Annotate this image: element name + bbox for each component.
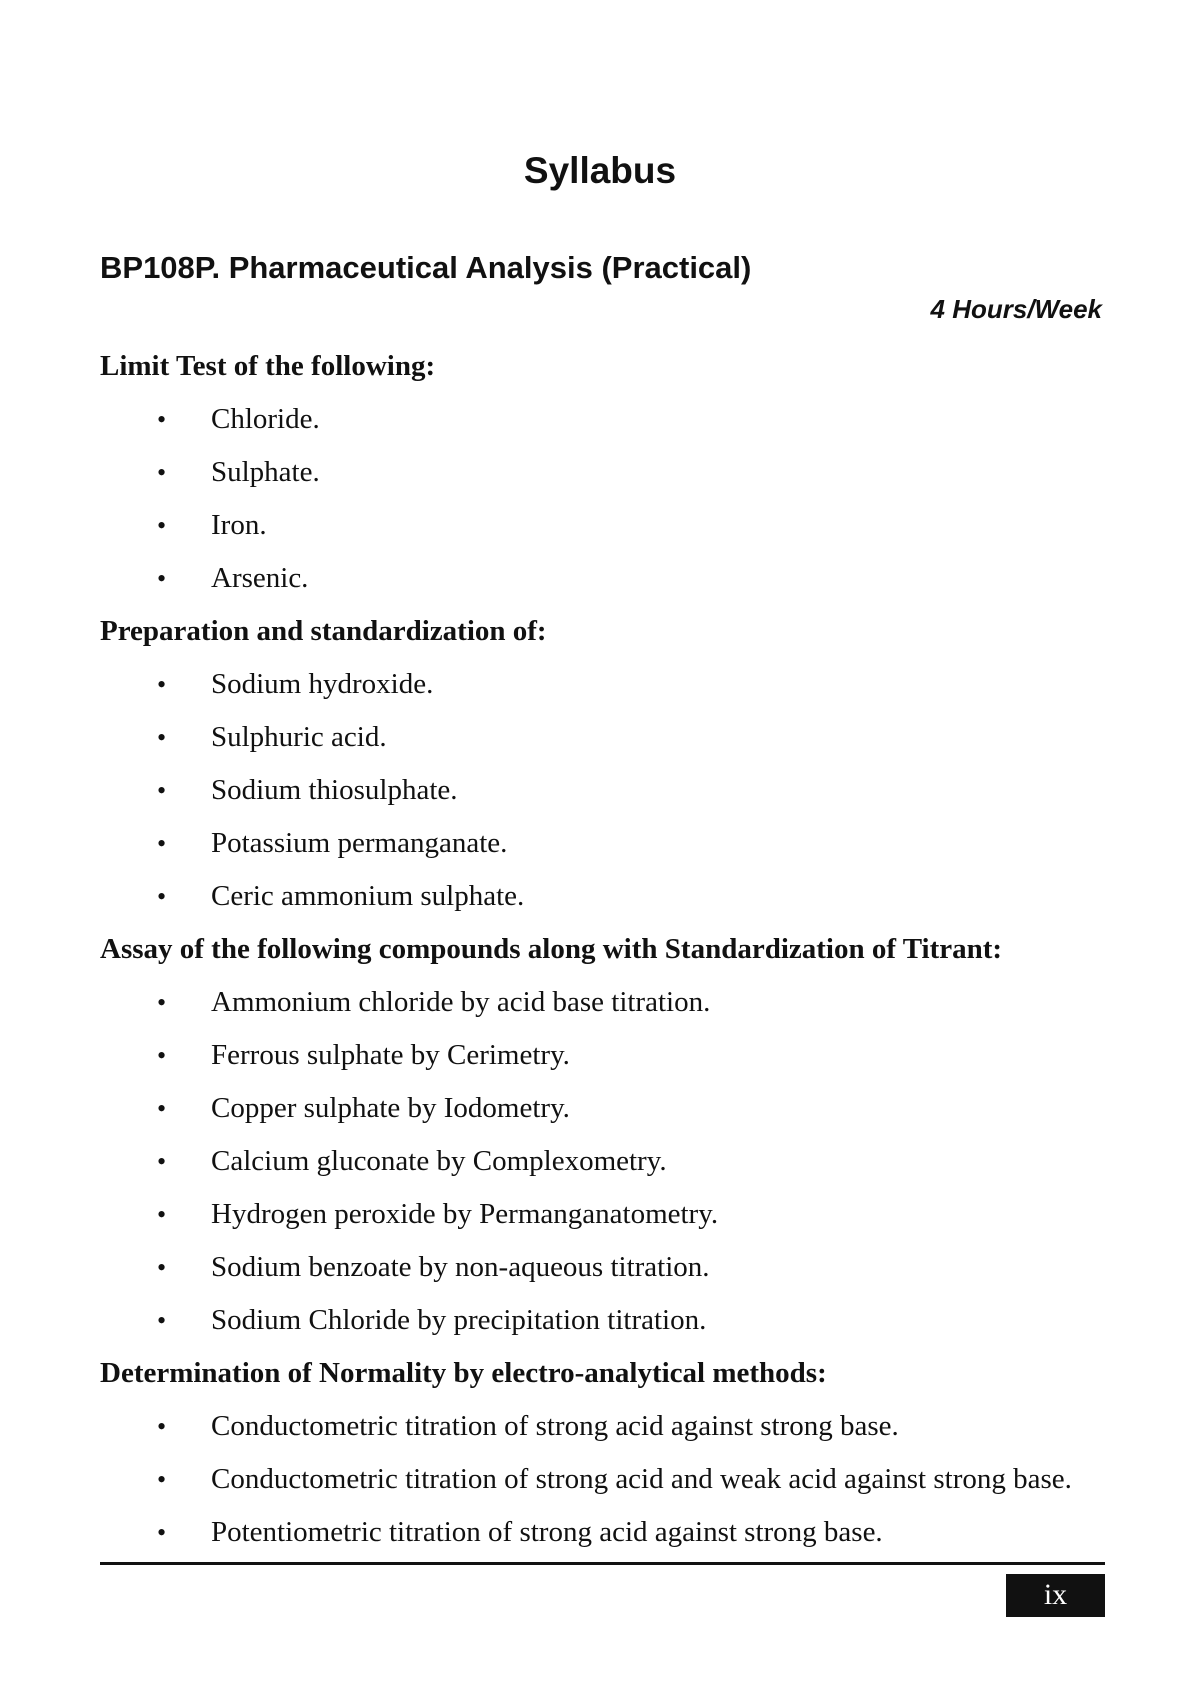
section-heading: Determination of Normality by electro-analytical methods:: [100, 1357, 827, 1389]
list-item: [100, 1188, 1110, 1241]
bullet-icon: •: [157, 1518, 167, 1547]
section-heading: Assay of the following compounds along with Standardization of Titrant:: [100, 933, 1003, 965]
section-heading: Limit Test of the following:: [100, 350, 436, 382]
list-item: [100, 1029, 1110, 1082]
section-limit-test: [100, 340, 1110, 605]
list-item: [100, 393, 1110, 446]
list-item: [100, 1294, 1110, 1347]
list-item-text: Hydrogen peroxide by Permanganatometry.: [211, 1198, 719, 1230]
list-item-text: Ceric ammonium sulphate.: [211, 880, 525, 912]
bullet-icon: •: [157, 988, 167, 1017]
list-item-text: Sodium benzoate by non-aqueous titration.: [211, 1251, 710, 1283]
list-item: [100, 552, 1110, 605]
bullet-icon: •: [157, 564, 167, 593]
list-item-text: Sulphate.: [211, 456, 320, 488]
hours-per-week: 4 Hours/Week: [930, 294, 1102, 324]
list-item: [100, 870, 1110, 923]
bullet-icon: •: [157, 882, 167, 911]
footer-divider: [100, 1562, 1105, 1565]
course-title: BP108P. Pharmaceutical Analysis (Practical): [100, 250, 752, 285]
bullet-icon: •: [157, 829, 167, 858]
list-item: [100, 446, 1110, 499]
list-item: [100, 1082, 1110, 1135]
list-item: [100, 1135, 1110, 1188]
bullet-icon: •: [157, 1253, 167, 1282]
bullet-icon: •: [157, 1412, 167, 1441]
list-item: [100, 1241, 1110, 1294]
page-number: ix: [1006, 1574, 1105, 1617]
list-item: [100, 1506, 1110, 1559]
list-item: [100, 499, 1110, 552]
section-heading: Preparation and standardization of:: [100, 615, 547, 647]
bullet-icon: •: [157, 776, 167, 805]
list-item: [100, 711, 1110, 764]
list-item: [100, 1453, 1110, 1506]
list-item-text: Ammonium chloride by acid base titration.: [211, 986, 711, 1018]
list-item-text: Potentiometric titration of strong acid against strong base.: [211, 1516, 883, 1548]
bullet-icon: •: [157, 458, 167, 487]
bullet-icon: •: [157, 1094, 167, 1123]
list-item-text: Sodium Chloride by precipitation titration.: [211, 1304, 707, 1336]
page-title: Syllabus: [523, 150, 677, 191]
list-item-text: Chloride.: [211, 403, 320, 435]
syllabus-content: [100, 340, 1110, 1559]
bullet-icon: •: [157, 1200, 167, 1229]
section-normality-determination: [100, 1347, 1110, 1559]
list-item-text: Sulphuric acid.: [211, 721, 387, 753]
list-item: [100, 658, 1110, 711]
bullet-icon: •: [157, 1465, 167, 1494]
list-item-text: Arsenic.: [211, 562, 309, 594]
bullet-icon: •: [157, 723, 167, 752]
list-item: [100, 1400, 1110, 1453]
list-item: [100, 764, 1110, 817]
list-item-text: Copper sulphate by Iodometry.: [211, 1092, 570, 1124]
list-item-text: Conductometric titration of strong acid and weak acid against strong base.: [211, 1463, 1072, 1495]
section-assay: [100, 923, 1110, 1347]
list-item-text: Sodium thiosulphate.: [211, 774, 458, 806]
bullet-icon: •: [157, 1147, 167, 1176]
section-preparation-standardization: [100, 605, 1110, 923]
bullet-icon: •: [157, 511, 167, 540]
bullet-icon: •: [157, 1306, 167, 1335]
list-item-text: Ferrous sulphate by Cerimetry.: [211, 1039, 570, 1071]
list-item: [100, 976, 1110, 1029]
list-item-text: Conductometric titration of strong acid against strong base.: [211, 1410, 899, 1442]
list-item-text: Iron.: [211, 509, 267, 541]
list-item-text: Potassium permanganate.: [211, 827, 508, 859]
list-item: [100, 817, 1110, 870]
bullet-icon: •: [157, 670, 167, 699]
list-item-text: Sodium hydroxide.: [211, 668, 434, 700]
bullet-icon: •: [157, 405, 167, 434]
bullet-icon: •: [157, 1041, 167, 1070]
list-item-text: Calcium gluconate by Complexometry.: [211, 1145, 667, 1177]
